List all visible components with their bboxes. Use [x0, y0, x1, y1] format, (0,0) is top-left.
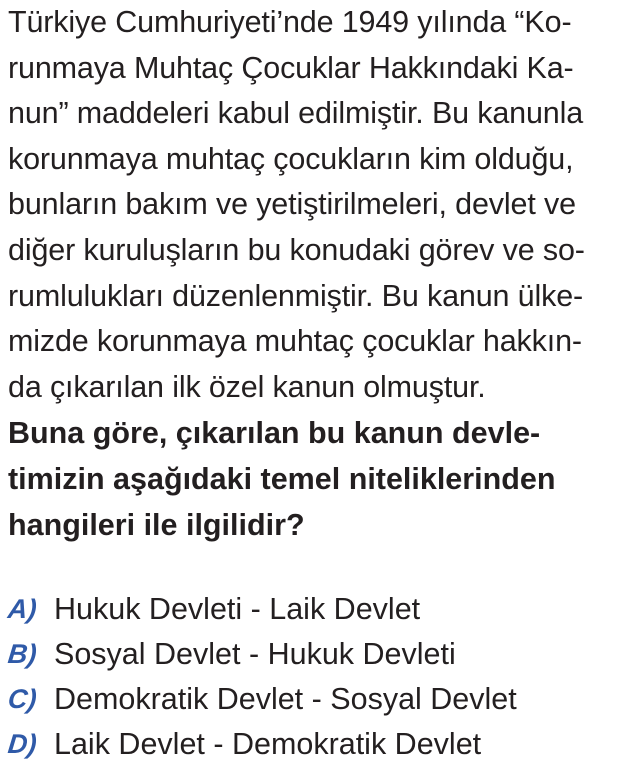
option-letter: A): [6, 594, 39, 624]
option-letter: B): [6, 639, 39, 669]
option-letter: C): [6, 684, 39, 714]
passage-line: da çıkarılan ilk özel kanun olmuştur.: [8, 369, 486, 404]
passage-line: rumlulukları düzenlenmiştir. Bu kanun ülke-: [8, 278, 584, 313]
question-line: Buna göre, çıkarılan bu kanun devle-: [8, 416, 541, 450]
passage-line: runmaya Muhtaç Çocuklar Hakkındaki Ka-: [8, 50, 574, 85]
question-line: hangileri ile ilgilidir?: [8, 508, 305, 542]
passage-line: bunların bakım ve yetiştirilmeleri, devlet ve: [8, 187, 576, 222]
passage-line: mizde korunmaya muhtaç çocuklar hakkın-: [8, 324, 582, 359]
passage-line: Türkiye Cumhuriyeti’nde 1949 yılında “Ko-: [8, 5, 572, 39]
passage-line: korunmaya muhtaç çocukların kim olduğu,: [8, 141, 574, 176]
answer-option-b[interactable]: [8, 632, 634, 677]
question-stem: [8, 410, 634, 548]
answer-option-c[interactable]: [8, 677, 634, 722]
passage-line: nun” maddeleri kabul edilmiştir. Bu kanunla: [8, 96, 584, 131]
passage-line: diğer kuruluşların bu konudaki görev ve so-: [8, 232, 585, 267]
option-letter: D): [6, 729, 39, 759]
option-text: Demokratik Devlet - Sosyal Devlet: [54, 682, 517, 716]
option-text: Hukuk Devleti - Laik Devlet: [54, 592, 421, 626]
answer-option-a[interactable]: [8, 587, 634, 632]
answer-options: [8, 587, 634, 767]
option-text: Laik Devlet - Demokratik Devlet: [54, 727, 482, 761]
question-passage: [8, 0, 634, 410]
answer-option-d[interactable]: [8, 722, 634, 767]
option-text: Sosyal Devlet - Hukuk Devleti: [54, 637, 456, 671]
question-line: timizin aşağıdaki temel niteliklerinden: [8, 462, 556, 496]
